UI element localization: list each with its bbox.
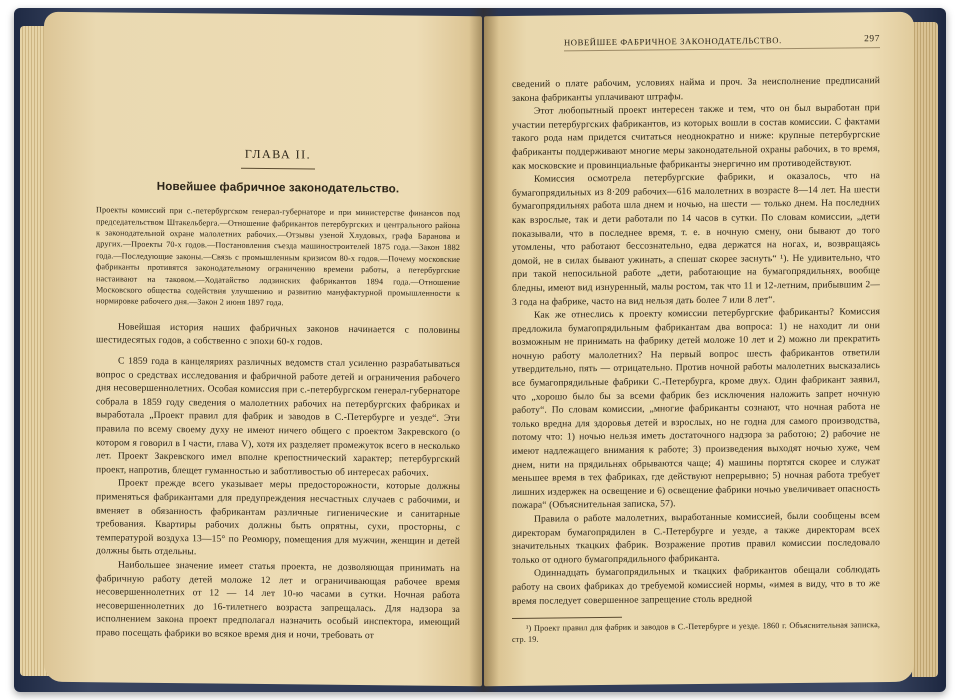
footnote-rule [512,617,622,619]
paragraph: Как же отнеслись к проекту комиссии петербургские фабриканты? Комиссия предложила бумагопрядильным фабрикантам два вопроса: 1) не находит ли они возможным не принимать на фабрику детей моложе 10 лет и 2) можно ли прекратить ночную работу малолетних? На первый вопрос шесть фабрикантов ответили утвердительно, пять — отрицательно. Против ночной работы малолетних высказались все бумагопрядильные фабрики С.-Петербурга, кроме двух. Один фабрикант заявил, что „хорошо было бы за всеми фабрик без исключения наложить запрет ночную работу“. По словам комиссии, „многие фабриканты сознают, что ночная работа не только вредна для здоровья детей и взрослых, но не годна для самого производства, потому что: 1) ночью нельзя иметь достаточного надзора за работою; 2) рабочие не имеют надлежащего внимания к работе; 3) произведения выходят ночью хуже, чем днем, нити на прядильнях обрываются чаще; 4) машины портятся скорее и служат меньшее время в тех фабриках, где действуют непрерывно; 5) ночная работа требует лишних издержек на освещение и 6) освещение фабрики ночью увеличивает опасность пожара“ (Объяснительная записка, 57). [512,306,880,512]
paragraph: Новейшая история наших фабричных законов начинается с половины шестидесятых годов, а собственно с эпохи 60-х годов. [96,321,460,349]
paragraph: Этот любопытный проект интересен также и тем, что он был выработан при участии петербургских фабрикантов, из которых вошли в состав комиссии. С фактами такого рода нам придется считаться неоднократно и ниже: крупные петербургские фабриканты поддерживают многие меры законодательной охраны рабочих, в то время, как московские и провинциальные фабриканты энергично им противодействуют. [512,102,880,172]
left-page [44,12,482,687]
open-book [14,8,946,692]
footnote: ¹) Проект правил для фабрик и заводов в С.-Петербурге и уезде. 1860 г. Объяснительная записка, стр. 19. [512,620,880,645]
paragraph: С 1859 года в канцеляриях различных ведомств стал усиленно разрабатываться вопрос о средствах исследования и фабричной работе детей и ограничения рабочего дня несовершеннолетних. Особая комиссия при с.-петербургском генерал-губернаторе собрала в 1859 году сведения о малолетних рабочих на петербургских фабриках и выработала „Проект правил для фабрик и заводов в С.-Петербурге и уезде“. Эти правила по всему своему духу не имеют ничего общего с проектом Закревского (о котором я говорил в I части, глава V), хотя их разделяет промежуток всего в несколько лет. Проект Закревского имел вполне крепостнический характер; петербургский проект, напротив, блещет гуманностью и заботливостью об интересах рабочих. [96,355,460,479]
chapter-title: Новейшее фабричное законодательство. [156,179,400,196]
page-number: 297 [864,34,880,45]
right-page-text [512,74,880,645]
running-head-title: НОВЕЙШЕЕ ФАБРИЧНОЕ ЗАКОНОДАТЕЛЬСТВО. [564,35,782,48]
left-page-text [96,146,460,643]
chapter-rule [241,167,315,169]
paragraph: Наибольшее значение имеет статья проекта, не дозволяющая принимать на фабричную работу детей моложе 12 лет и ограничивающая рабочее время несовершеннолетних от 12 — 14 лет 10-ю часами в сутки. Ночная работа несовершеннолетних до 16-тилетнего возраста запрещалась. Для надзора за исполнением закона проект предполагал назначить особый инспектора, имеющий право посещать фабрики во всякое время дня и ночи, требовать от [96,559,460,642]
paragraph: Одиннадцать бумагопрядильных и ткацких фабрикантов обещали соблюдать работу на своих фабриках до требуемой комиссией нормы, «имея в виду, что в то же время последует совершенное запрещение столь вредной [512,564,880,607]
chapter-heading: ГЛАВА II. [244,146,312,162]
page-edges-right [912,22,938,677]
paragraph: Правила о работе малолетних, выработанные комиссией, были сообщены всем директорам бумагопрядилен в С.-Петербурге и уезде, а также директорам всех значительных ткацких фабрик. Возражение против правил комиссии последовало только от одного бумагопрядильного фабриканта. [512,510,880,566]
chapter-summary: Проекты комиссий при с.-петербургском генерал-губернаторе и при министерстве финансов под председательством Штакельберга.—Отношение фабрикантов петербургских и центрального района к законодательной охране малолетних рабочих.—Отзывы узеной Хлудовых, графа Баранова и других.—Проекты 70-х годов.—Постановления съезда машиностроителей 1875 года.—Закон 1882 года.—Последующие законы.—Связь с промышленным кризисом 80-х годов.—Почему московские фабриканты противятся законодательному ограничению времени работы, а петербургские настаивают на таковом.—Ходатайство лодзинских фабрикантов 1894 года.—Отношение Московского общества содействия улучшению и развитию мануфактурной промышленности к нормировке рабочего дня.—Закон 2 июня 1897 года. [96,205,460,308]
paragraph-continued: сведений о плате рабочим, условиях найма и проч. За неисполнение предписаний закона фабриканты уплачивают штрафы. [512,75,880,104]
right-page [484,12,914,687]
running-head [564,34,880,51]
paragraph: Комиссия осмотрела петербургские фабрики, и оказалось, что на бумагопрядильных из 8·209 рабочих—616 малолетних в возрасте 8—14 лет. На шести бумагопрядильнях работа шла днем и ночью, на шести — только днем. На последних как взрослые, так и дети работали по 14 часов в сутки. По словам комиссии, „дети показывали, что в последнее время, т. е. в ночную смену, они бывают до того утомлены, что работают бессознательно, едва держатся на ногах, и, возвращаясь домой, не в силах бывают ужинать, а спешат скорее заснуть“ ¹). Не удивительно, что при такой непосильной работе „дети, работающие на бумагопрядильнях, вообще бледны, имеют вид изнуренный, малы ростом, так что 11 и 12-летним, прибывшим 2—3 года на фабрике, часто на вид нельзя дать более 7 или 8 лет“. [512,170,880,308]
paragraph: Проект прежде всего указывает меры предосторожности, которые должны применяться фабрикантами для предупреждения несчастных случаев с рабочими, и вменяет в обязанность фабрикантам различные гигиенические и санитарные требования. Квартиры рабочих должны быть опрятны, сухи, просторны, с температурой воздуха 13—15° по Реомюру, помещения для мужчин, женщин и детей должны быть отдельны. [96,477,460,558]
